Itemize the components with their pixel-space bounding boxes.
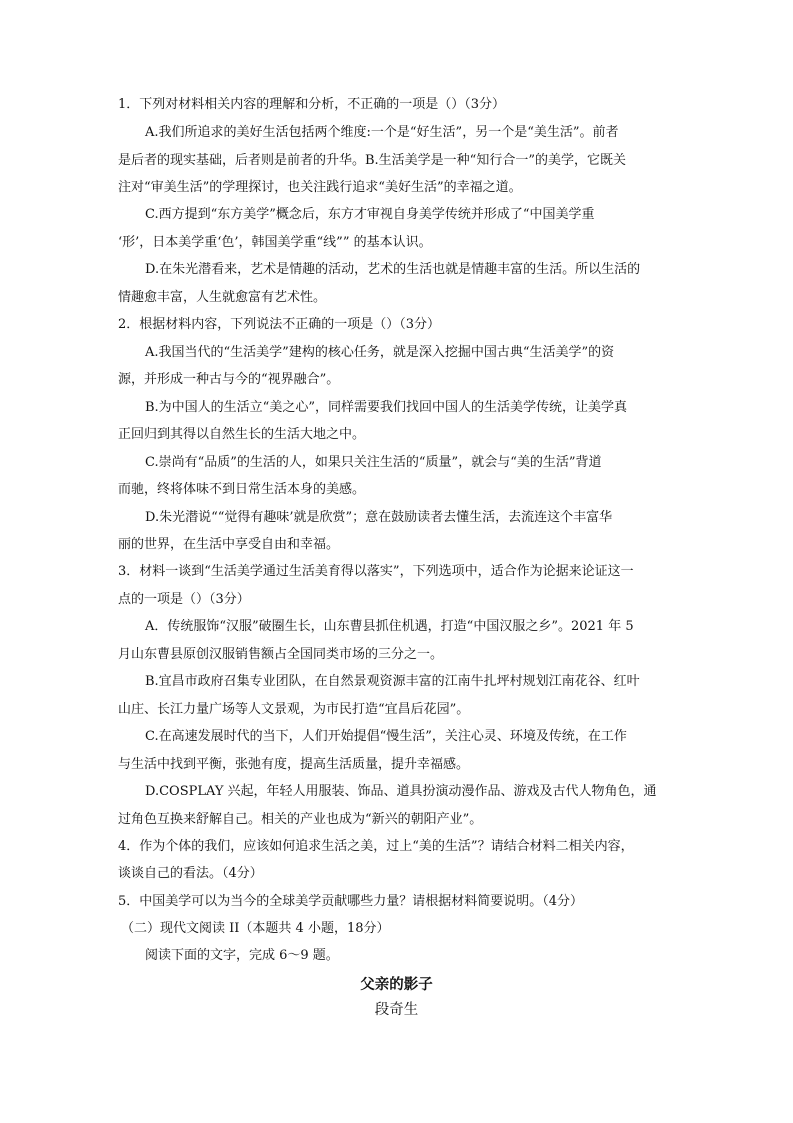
q3-stem-line1: 3．材料一谈到“生活美学通过生活美育得以落实”，下列选项中，适合作为论据来论证这一 — [118, 564, 634, 579]
q2-option-b-line1: B.为中国人的生活立“美之心”，同样需要我们找回中国人的生活美学传统，让美学真 — [145, 400, 627, 415]
article-title: 父亲的影子 — [360, 976, 433, 993]
q2-option-b-line2: 正回归到其得以自然生长的生活大地之中。 — [118, 427, 366, 442]
q1-stem: 1．下列对材料相关内容的理解和分析，不正确的一项是（）（3分） — [118, 97, 506, 112]
section-heading: （二）现代文阅读 II（本题共 4 小题，18分） — [121, 921, 390, 936]
q1-option-c-line2: ‘形’，日本美学重‘色’，韩国美学重“线”” 的基本认识。 — [118, 235, 432, 250]
q3-option-c-line1: C.在高速发展时代的当下，人们开始提倡“慢生活”，关注心灵、环境及传统，在工作 — [145, 729, 627, 744]
section-instruction: 阅读下面的文字，完成 6～9 题。 — [145, 948, 339, 963]
article-author: 段奇生 — [374, 1002, 419, 1018]
q2-option-c-line2: 而驰，终将体味不到日常生活本身的美感。 — [118, 482, 366, 497]
q3-option-d-line2: 过角色互换来舒解自己。相关的产业也成为“新兴的朝阳产业”。 — [118, 812, 483, 827]
q1-option-d-line1: D.在朱光潜看来，艺术是情趣的活动，艺术的生活也就是情趣丰富的生活。所以生活的 — [145, 262, 641, 277]
q4-line1: 4．作为个体的我们，应该如何追求生活之美，过上“美的生活”？请结合材料二相关内容， — [118, 839, 634, 854]
q1-option-d-line2: 情趣愈丰富，人生就愈富有艺术性。 — [118, 290, 327, 305]
q3-option-a-line1: A．传统服饰“汉服”破圈生长，山东曹县抓住机遇，打造“中国汉服之乡”。2021 年 5 — [145, 619, 634, 634]
q3-stem-line2: 点的一项是（）（3分） — [118, 592, 250, 607]
q2-option-d-line1: D.朱光潜说““觉得有趣味’就是欣赏”；意在鼓励读者去懂生活，去流连这个丰富华 — [145, 510, 613, 525]
q3-option-d-line1: D.COSPLAY 兴起，年轻人用服装、饰品、道具扮演动漫作品、游戏及古代人物角色，通 — [145, 784, 657, 799]
q1-option-a-line1: A.我们所追求的美好生活包括两个维度:一个是“好生活”，另一个是“美生活”。前者 — [145, 125, 619, 140]
q2-stem: 2．根据材料内容，下列说法不正确的一项是（）（3分） — [118, 317, 441, 332]
q2-option-c-line1: C.崇尚有“品质”的生活的人，如果只关注生活的“质量”，就会与“美的生活”背道 — [145, 455, 602, 470]
q4-line2: 谈谈自己的看法。（4分） — [118, 866, 263, 881]
q3-option-b-line2: 山庄、长江力量广场等人文景观，为市民打造“宜昌后花园”。 — [118, 702, 470, 717]
q1-option-a-line3: 注对“审美生活”的学理探讨，也关注践行追求“美好生活”的幸福之道。 — [118, 180, 522, 195]
q3-option-b-line1: B.宜昌市政府召集专业团队，在自然景观资源丰富的江南牛扎坪村规划江南花谷、红叶 — [145, 674, 640, 689]
q1-option-a-line2: 是后者的现实基础，后者则是前者的升华。B.生活美学是一种“知行合一”的美学，它既关 — [118, 153, 626, 168]
q5: 5．中国美学可以为当今的全球美学贡献哪些力量？请根据材料简要说明。（4分） — [118, 894, 584, 909]
q3-option-a-line2: 月山东曹县原创汉服销售额占全国同类市场的三分之一。 — [118, 647, 444, 662]
q2-option-a-line1: A.我国当代的“生活美学”建构的核心任务，就是深入挖掘中国古典“生活美学”的资 — [145, 345, 615, 360]
q2-option-d-line2: 丽的世界，在生活中享受自由和幸福。 — [118, 537, 340, 552]
q2-option-a-line2: 源，并形成一种古与今的“视界融合”。 — [118, 372, 340, 387]
q3-option-c-line2: 与生活中找到平衡，张弛有度，提高生活质量，提升幸福感。 — [118, 757, 470, 772]
q1-option-c-line1: C.西方提到“东方美学”概念后，东方才审视自身美学传统并形成了“中国美学重 — [145, 207, 595, 222]
